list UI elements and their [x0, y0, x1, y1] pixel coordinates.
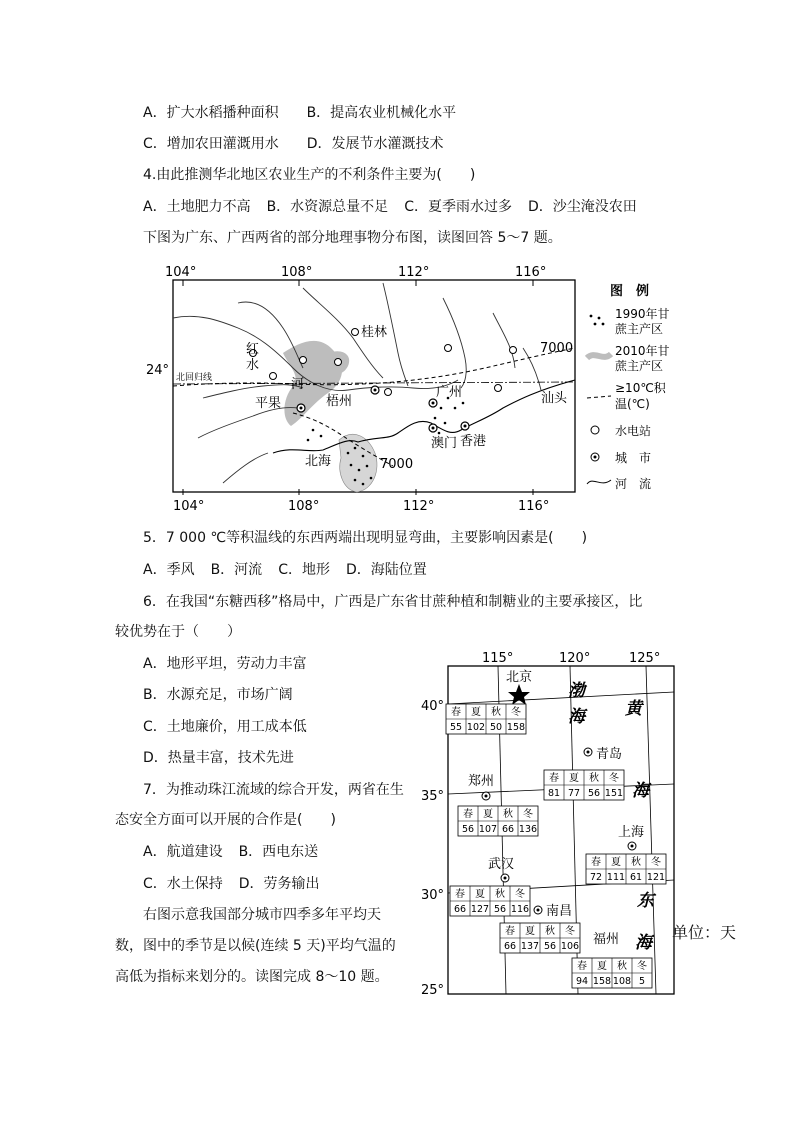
city-name-zhengzhou: 郑州	[468, 774, 495, 789]
season-table-shanghai	[586, 854, 666, 884]
season-header-2: 秋	[589, 773, 599, 784]
q6-option-a: A．地形平坦，劳动力丰富	[143, 656, 307, 672]
q7-option-c: C．水土保持	[143, 876, 223, 892]
q3-option-d: D．发展节水灌溉技术	[306, 136, 444, 152]
q5-option-d: D．海陆位置	[345, 562, 427, 578]
legend-title: 图 例	[610, 284, 650, 299]
legend-2010-line2: 蔗主产区	[615, 359, 664, 373]
guangdong-guangxi-map	[143, 258, 703, 520]
season-days-shanghai-1: 111	[606, 872, 626, 883]
season-header-3: 冬	[565, 926, 575, 937]
tropic-label: 北回归线	[176, 373, 213, 383]
label-beihai: 北海	[305, 454, 332, 469]
map1-lon-112-bottom: 112°	[403, 499, 435, 514]
q7-stem-line2: 态安全方面可以开展的合作是( )	[115, 812, 336, 828]
season-header-2: 秋	[631, 857, 641, 868]
map1-lon-116-bottom: 116°	[518, 499, 550, 514]
q3-option-c: C．增加农田灌溉用水	[143, 136, 279, 152]
season-days-wuhan-1: 127	[470, 904, 490, 915]
season-days-beijing-3: 158	[506, 722, 526, 733]
sea-huang: 黄	[625, 699, 642, 719]
q6-stem-line2: 较优势在于（ ）	[115, 624, 241, 640]
season-days-beijing-1: 102	[466, 722, 486, 733]
season-days-fuzhou-2: 108	[612, 976, 632, 987]
map1-lat-24: 24°	[146, 363, 170, 378]
season-days-qingdao-2: 56	[587, 788, 601, 799]
q5-option-a: A．季风	[143, 562, 195, 578]
cane-1990-area-leizhou	[339, 434, 377, 492]
label-wuzhou: 梧州	[326, 394, 353, 409]
season-header-1: 夏	[471, 707, 481, 718]
label-shui: 水	[246, 358, 260, 373]
label-pingguo: 平果	[255, 396, 282, 411]
map2-lat-30: 30°	[421, 888, 445, 903]
q4-option-b: B．水资源总量不足	[266, 199, 389, 215]
season-table-zhengzhou	[458, 806, 538, 836]
city-name-fuzhou: 福州	[593, 932, 620, 947]
label-he: 河	[291, 377, 305, 392]
season-header-3: 冬	[609, 773, 619, 784]
season-days-zhengzhou-0: 56	[461, 824, 475, 835]
season-table-beijing	[446, 704, 526, 734]
q7-option-a: A．航道建设	[143, 844, 223, 860]
season-days-qingdao-0: 81	[547, 788, 561, 799]
map2-lat-25: 25°	[421, 983, 445, 998]
q5-option-b: B．河流	[210, 562, 263, 578]
season-header-0: 春	[549, 773, 559, 784]
q7-options-row1	[143, 842, 318, 862]
season-table-fuzhou	[572, 958, 652, 988]
q4-option-a: A．土地肥力不高	[143, 199, 251, 215]
map1-lon-104-top: 104°	[165, 265, 197, 280]
sea-dong: 东	[637, 891, 654, 911]
map1-lon-112-top: 112°	[398, 265, 430, 280]
map1-legend	[587, 283, 670, 491]
season-days-beijing-2: 50	[489, 722, 503, 733]
legend-city: 城 市	[615, 451, 652, 465]
city-name-shanghai: 上海	[618, 825, 645, 840]
sea-hai-1: 海	[568, 707, 585, 727]
q3-options-row1	[143, 103, 456, 123]
season-table-nanchang	[500, 923, 580, 953]
map1-lon-104-bottom: 104°	[173, 499, 205, 514]
sea-hai-3: 海	[635, 933, 652, 953]
season-header-0: 春	[455, 889, 465, 900]
season-days-qingdao-1: 77	[567, 788, 581, 799]
map1-intro: 下图为广东、广西两省的部分地理事物分布图，读图回答 5～7 题。	[143, 230, 562, 246]
sea-bo: 渤	[568, 681, 585, 701]
label-guilin: 桂林	[361, 325, 388, 340]
legend-2010-swatch	[587, 354, 611, 358]
city-name-qingdao: 青岛	[596, 747, 623, 762]
legend-hydropower: 水电站	[615, 424, 652, 438]
city-name-nanchang: 南昌	[546, 904, 573, 919]
season-header-3: 冬	[637, 961, 647, 972]
q6-option-b: B．水源充足，市场广阔	[143, 687, 293, 703]
season-header-3: 冬	[515, 889, 525, 900]
q3-option-b: B．提高农业机械化水平	[306, 105, 457, 121]
label-xianggang: 香港	[460, 434, 487, 449]
city-name-beijing: 北京	[506, 670, 533, 685]
q7-option-b: B．西电东送	[238, 844, 319, 860]
season-header-1: 夏	[483, 809, 493, 820]
season-days-zhengzhou-1: 107	[478, 824, 498, 835]
q4-option-d: D．沙尘淹没农田	[527, 199, 637, 215]
season-days-fuzhou-1: 158	[592, 976, 612, 987]
map1-lon-108-top: 108°	[281, 265, 313, 280]
map2-intro-line1: 右图示意我国部分城市四季多年平均天	[143, 907, 381, 923]
legend-river: 河 流	[615, 477, 652, 491]
season-days-nanchang-1: 137	[520, 941, 540, 952]
season-header-2: 秋	[503, 809, 513, 820]
capital-star-icon	[508, 684, 530, 705]
season-table-wuhan	[450, 886, 530, 916]
season-header-1: 夏	[611, 857, 621, 868]
season-header-3: 冬	[651, 857, 661, 868]
legend-2010-line1: 2010年甘	[615, 344, 670, 358]
map2-intro-line3: 高低为指标来划分的。读图完成 8～10 题。	[115, 969, 389, 985]
season-header-2: 秋	[545, 926, 555, 937]
season-header-1: 夏	[525, 926, 535, 937]
q4-option-c: C．夏季雨水过多	[404, 199, 512, 215]
season-days-shanghai-2: 61	[629, 872, 643, 883]
season-header-0: 春	[451, 707, 461, 718]
map2-intro-line2: 数，图中的季节是以候(连续 5 天)平均气温的	[115, 938, 396, 954]
q5-stem: 5．7 000 ℃等积温线的东西两端出现明显弯曲，主要影响因素是( )	[143, 530, 588, 546]
season-header-0: 春	[591, 857, 601, 868]
city-name-wuhan: 武汉	[488, 857, 515, 872]
season-header-2: 秋	[617, 961, 627, 972]
season-header-0: 春	[463, 809, 473, 820]
q3-options-row2	[143, 134, 444, 154]
map2-lon-120: 120°	[559, 651, 591, 666]
season-days-fuzhou-3: 5	[638, 976, 646, 987]
map2-unit-label: 单位：天	[672, 923, 737, 942]
tropic-of-cancer-line	[173, 382, 575, 384]
map2-lat-40: 40°	[421, 699, 445, 714]
label-aomen: 澳门	[431, 436, 458, 451]
q4-options	[143, 197, 637, 217]
legend-1990-line2: 蔗主产区	[615, 322, 664, 336]
legend-isotherm-line1: ≥10℃积	[615, 381, 666, 395]
map2-lon-125: 125°	[629, 651, 661, 666]
legend-1990-dots	[590, 315, 605, 326]
q7-options-row2	[143, 874, 320, 894]
q6-option-c: C．土地廉价，用工成本低	[143, 719, 307, 735]
label-shantou: 汕头	[541, 391, 568, 406]
city-season-days-map	[418, 648, 748, 1000]
season-header-3: 冬	[511, 707, 521, 718]
q4-stem: 4.由此推测华北地区农业生产的不利条件主要为( )	[143, 167, 476, 183]
q6-option-d: D．热量丰富，技术先进	[143, 750, 294, 766]
q5-options	[143, 560, 427, 580]
season-days-wuhan-2: 56	[493, 904, 507, 915]
season-days-zhengzhou-2: 66	[501, 824, 515, 835]
season-header-1: 夏	[597, 961, 607, 972]
season-days-nanchang-2: 56	[543, 941, 557, 952]
season-days-wuhan-0: 66	[453, 904, 467, 915]
legend-isotherm-swatch	[587, 396, 611, 398]
map2-sea-labels	[568, 681, 657, 953]
season-header-0: 春	[577, 961, 587, 972]
season-days-qingdao-3: 151	[604, 788, 624, 799]
label-guangzhou: 广州	[436, 385, 463, 400]
season-header-0: 春	[505, 926, 515, 937]
season-days-shanghai-3: 121	[646, 872, 666, 883]
legend-hydropower-icon	[591, 426, 599, 434]
season-table-qingdao	[544, 770, 624, 800]
label-hong: 红	[246, 342, 260, 357]
map2-lon-115: 115°	[482, 651, 514, 666]
q3-option-a: A．扩大水稻播种面积	[143, 105, 279, 121]
legend-isotherm-line2: 温(℃)	[615, 397, 650, 411]
season-header-2: 秋	[495, 889, 505, 900]
map2-lat-35: 35°	[421, 789, 445, 804]
season-days-beijing-0: 55	[449, 722, 463, 733]
label-7000-east: 7000	[540, 341, 574, 356]
map1-lon-116-top: 116°	[515, 265, 547, 280]
map1-lon-108-bottom: 108°	[288, 499, 320, 514]
label-7000-south: 7000	[380, 457, 414, 472]
q5-option-c: C．地形	[278, 562, 330, 578]
season-days-nanchang-0: 66	[503, 941, 517, 952]
season-header-2: 秋	[491, 707, 501, 718]
q6-stem-line1: 6．在我国“东糖西移”格局中，广西是广东省甘蔗种植和制糖业的主要承接区，比	[143, 594, 643, 610]
season-header-3: 冬	[523, 809, 533, 820]
season-days-fuzhou-0: 94	[575, 976, 589, 987]
q7-stem-line1: 7．为推动珠江流域的综合开发，两省在生	[143, 782, 404, 798]
sea-hai-2: 海	[632, 781, 649, 801]
season-days-zhengzhou-3: 136	[518, 824, 538, 835]
season-days-wuhan-3: 116	[510, 904, 530, 915]
season-header-1: 夏	[475, 889, 485, 900]
season-days-nanchang-3: 106	[560, 941, 580, 952]
season-days-shanghai-0: 72	[589, 872, 603, 883]
legend-river-icon	[587, 480, 611, 484]
season-header-1: 夏	[569, 773, 579, 784]
legend-1990-line1: 1990年甘	[615, 307, 670, 321]
q7-option-d: D．劳务输出	[238, 876, 320, 892]
